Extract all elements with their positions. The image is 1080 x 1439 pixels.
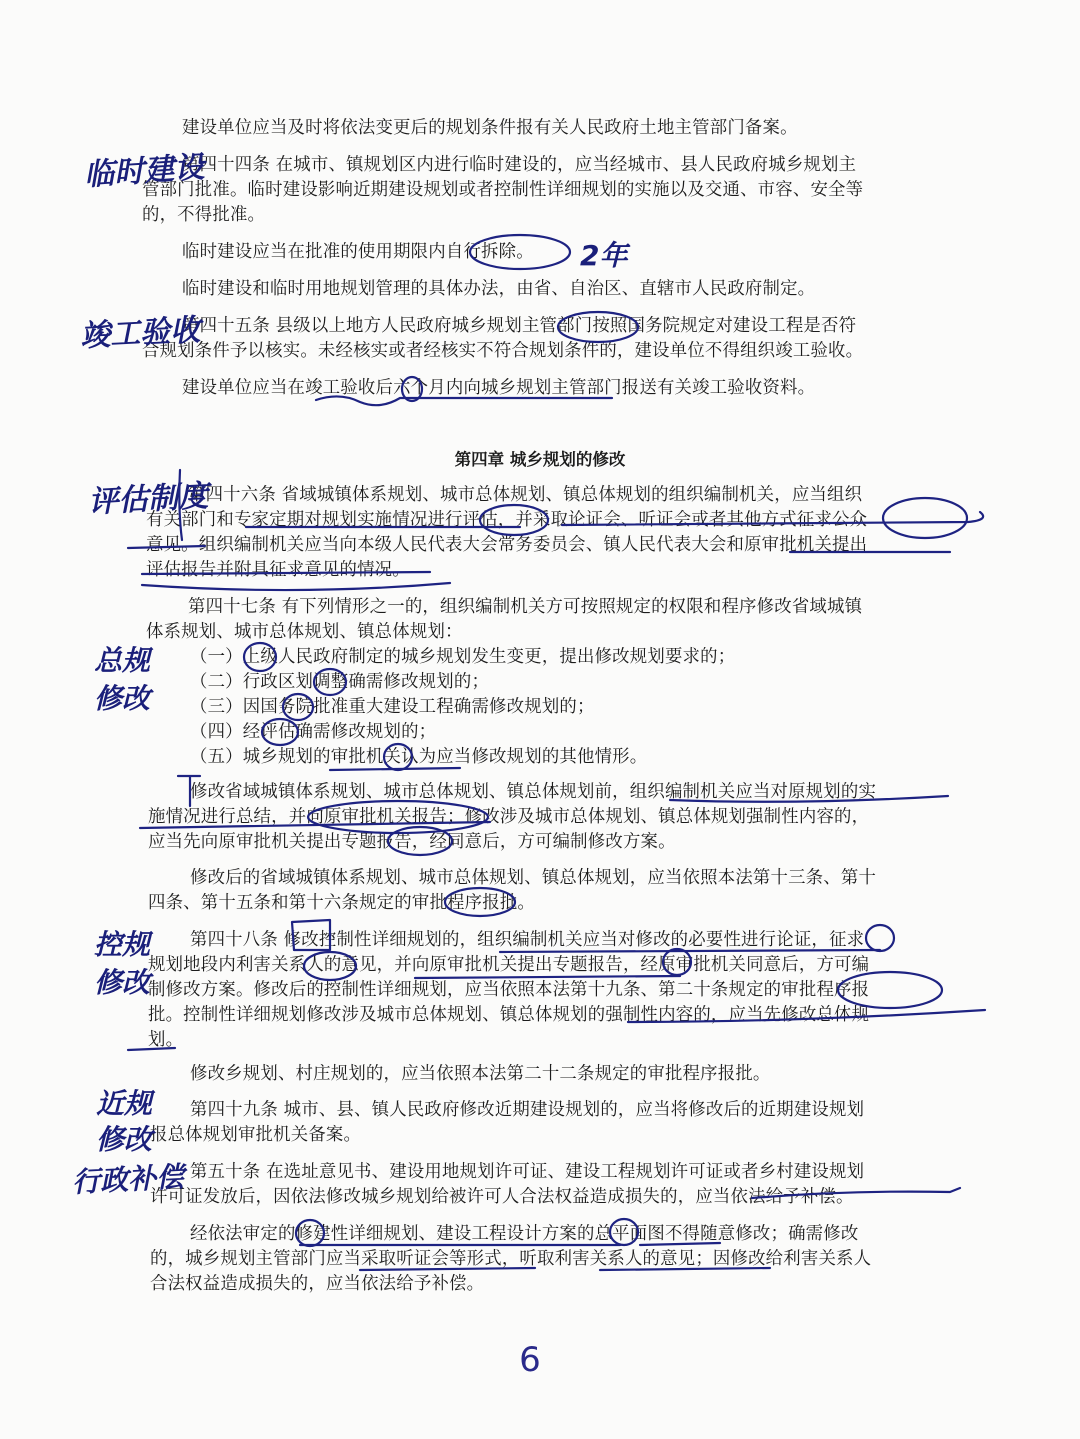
text-line: 的，城乡规划主管部门应当采取听证会等形式，听取利害关系人的意见；因修改给利害关系人 (150, 1249, 872, 1269)
text-line: 第四十五条 县级以上地方人民政府城乡规划主管部门按照国务院规定对建设工程是否符 (182, 316, 857, 336)
text-line: 第四十九条 城市、县、镇人民政府修改近期建设规划的，应当将修改后的近期建设规划 (190, 1100, 865, 1120)
text-line: 第四十七条 有下列情形之一的，组织编制机关方可按照规定的权限和程序修改省域城镇 (188, 597, 863, 617)
text-line: 经依法审定的修建性详细规划、建设工程设计方案的总平面图不得随意修改；确需修改 (190, 1224, 859, 1244)
text-line: 评估报告并附具征求意见的情况。 (146, 560, 410, 580)
chapter-heading: 第四章 城乡规划的修改 (454, 450, 626, 469)
handwritten-note: 控规修改 (94, 928, 151, 999)
handwritten-note: 竣工验收 (79, 312, 202, 355)
handwritten-note: 2年 (580, 239, 628, 272)
text-line: 第四十六条 省域城镇体系规划、城市总体规划、镇总体规划的组织编制机关，应当组织 (188, 485, 863, 505)
handwritten-note: 近规修改 (96, 1087, 153, 1156)
text-line: 规划地段内利害关系人的意见，并向原审批机关提出专题报告，经原审批机关同意后，方可编 (148, 955, 870, 975)
text-line: 体系规划、城市总体规划、镇总体规划： (146, 622, 463, 642)
text-line: 制修改方案。修改后的控制性详细规划，应当依照本法第十九条、第二十条规定的审批程序报 (148, 980, 870, 1000)
text-line: 修改后的省域城镇体系规划、城市总体规划、镇总体规划，应当依照本法第十三条、第十 (190, 868, 877, 888)
page-number: 6 (519, 1340, 541, 1380)
text-line: 的，不得批准。 (142, 205, 266, 225)
text-line: 批。控制性详细规划修改涉及城市总体规划、镇总体规划的强制性内容的，应当先修改总体规 (148, 1005, 870, 1025)
text-line: 建设单位应当及时将依法变更后的规划条件报有关人民政府土地主管部门备案。 (182, 118, 798, 138)
text-line: 报总体规划审批机关备案。 (150, 1125, 362, 1145)
handwritten-note: 行政补偿 (71, 1160, 185, 1199)
ink-circle (883, 498, 967, 538)
text-line: （四）经评估确需修改规划的； (190, 722, 437, 742)
text-line: （五）城乡规划的审批机关认为应当修改规划的其他情形。 (190, 747, 648, 767)
text-line: 施情况进行总结，并向原审批机关报告；修改涉及城市总体规划、镇总体规划强制性内容的， (148, 807, 870, 827)
text-line: 合法权益造成损失的，应当依法给予补偿。 (150, 1274, 485, 1294)
handwritten-note: 临时建设 (83, 149, 206, 194)
text-line: 修改乡规划、村庄规划的，应当依照本法第二十二条规定的审批程序报批。 (190, 1064, 771, 1084)
ink-circle (866, 925, 894, 951)
text-line: 第四十四条 在城市、镇规划区内进行临时建设的，应当经城市、县人民政府城乡规划主 (182, 155, 857, 175)
text-line: 意见。组织编制机关应当向本级人民代表大会常务委员会、镇人民代表大会和原审批机关提出 (146, 535, 868, 555)
text-line: 管部门批准。临时建设影响近期建设规划或者控制性详细规划的实施以及交通、市容、安全等 (142, 180, 864, 200)
text-line: 有关部门和专家定期对规划实施情况进行评估，并采取论证会、听证会或者其他方式征求公众 (146, 510, 868, 530)
text-line: 四条、第十五条和第十六条规定的审批程序报批。 (148, 893, 535, 913)
ink-underline (142, 583, 450, 590)
text-line: 修改省域城镇体系规划、城市总体规划、镇总体规划前，组织编制机关应当对原规划的实 (190, 782, 877, 802)
text-line: 合规划条件予以核实。未经核实或者经核实不符合规划条件的，建设单位不得组织竣工验收。 (142, 341, 864, 361)
text-line: （三）因国务院批准重大建设工程确需修改规划的； (190, 697, 595, 717)
text-line: 临时建设应当在批准的使用期限内自行拆除。 (182, 242, 534, 262)
text-line: 第五十条 在选址意见书、建设用地规划许可证、建设工程规划许可证或者乡村建设规划 (190, 1162, 865, 1182)
text-line: 应当先向原审批机关提出专题报告，经同意后，方可编制修改方案。 (148, 832, 676, 852)
text-line: 划。 (148, 1030, 184, 1050)
text-line: 第四十八条 修改控制性详细规划的，组织编制机关应当对修改的必要性进行论证，征求 (190, 930, 865, 950)
text-line: 临时建设和临时用地规划管理的具体办法，由省、自治区、直辖市人民政府制定。 (182, 279, 816, 299)
text-line: （一）上级人民政府制定的城乡规划发生变更，提出修改规划要求的； (190, 647, 736, 667)
text-line: 建设单位应当在竣工验收后六个月内向城乡规划主管部门报送有关竣工验收资料。 (182, 378, 816, 398)
text-line: 许可证发放后，因依法修改城乡规划给被许可人合法权益造成损失的，应当依法给予补偿。 (150, 1187, 854, 1207)
handwritten-note: 总规修改 (94, 644, 151, 715)
handwritten-note: 评估制度 (87, 478, 210, 521)
text-line: （二）行政区划调整确需修改规划的； (190, 672, 490, 692)
